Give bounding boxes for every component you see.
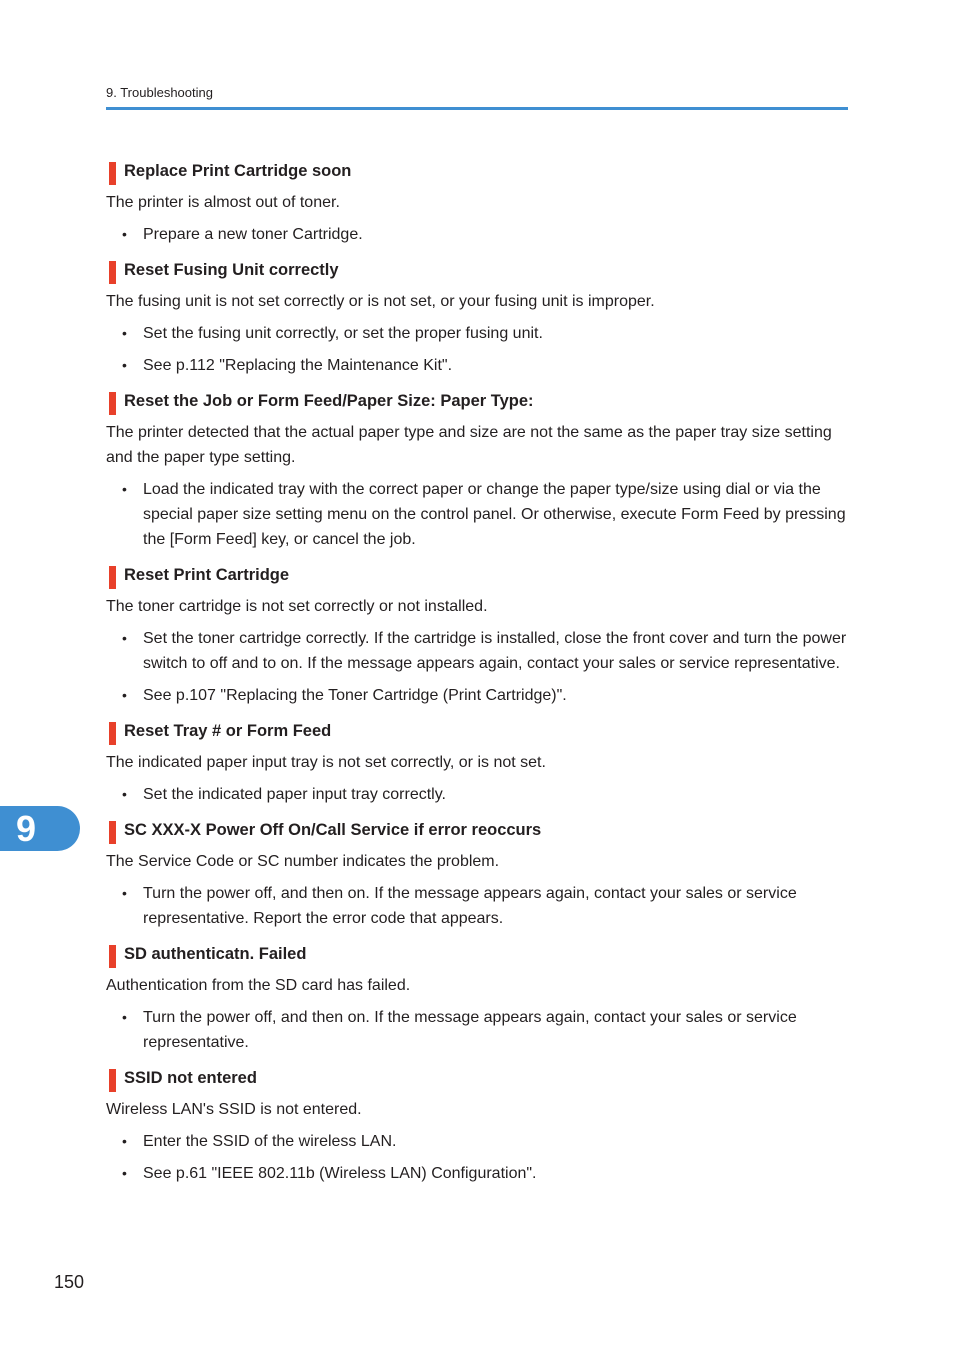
header-rule — [106, 107, 848, 110]
heading-marker — [109, 566, 116, 589]
section-heading-text: SD authenticatn. Failed — [124, 945, 307, 963]
heading-marker — [109, 1069, 116, 1092]
list-item: • Set the toner cartridge correctly. If the cartridge is installed, close the front cover and turn the power switch to off and to on. If the message appears again, contact your sales or service representative. — [106, 626, 848, 676]
bullet-icon: • — [122, 687, 127, 703]
bullet-icon: • — [122, 226, 127, 242]
section-heading-text: Reset the Job or Form Feed/Paper Size: Paper Type: — [124, 392, 534, 410]
main-content — [106, 158, 848, 1196]
chapter-tab — [0, 806, 80, 851]
section-replace-print-cartridge-soon — [106, 158, 848, 247]
section-heading — [106, 1065, 848, 1091]
section-description: Authentication from the SD card has failed. — [106, 977, 411, 994]
section-description: The Service Code or SC number indicates the problem. — [106, 853, 500, 870]
list-item: • Load the indicated tray with the correct paper or change the paper type/size using dial or via the special paper size setting menu on the control panel. Or otherwise, execute Form Feed by pressing the [Form Feed] key, or cancel the job. — [106, 477, 848, 552]
list-item: • Turn the power off, and then on. If the message appears again, contact your sales or service representative. Report the error code that appears. — [106, 881, 848, 931]
heading-marker — [109, 722, 116, 745]
list-item: • Set the fusing unit correctly, or set the proper fusing unit. — [106, 321, 848, 346]
cross-reference-link[interactable]: See p.112 "Replacing the Maintenance Kit". — [143, 357, 453, 374]
section-heading — [106, 941, 848, 967]
bullet-list — [106, 222, 848, 247]
heading-marker — [109, 261, 116, 284]
section-heading — [106, 388, 848, 414]
bullet-list — [106, 881, 848, 931]
list-item: • Set the indicated paper input tray correctly. — [106, 782, 848, 807]
bullet-icon: • — [122, 481, 127, 497]
cross-reference-link[interactable]: See p.107 "Replacing the Toner Cartridge (Print Cartridge)". — [143, 687, 567, 704]
bullet-list — [106, 1005, 848, 1055]
heading-marker — [109, 162, 116, 185]
list-item[interactable] — [106, 353, 848, 378]
bullet-icon: • — [122, 786, 127, 802]
bullet-icon: • — [122, 630, 127, 646]
bullet-icon: • — [122, 885, 127, 901]
section-reset-job-or-form-feed — [106, 388, 848, 552]
bullet-list — [106, 782, 848, 807]
bullet-icon: • — [122, 1009, 127, 1025]
section-description: The indicated paper input tray is not set correctly, or is not set. — [106, 754, 546, 771]
section-reset-print-cartridge — [106, 562, 848, 708]
section-heading — [106, 718, 848, 744]
section-sd-authentication-failed — [106, 941, 848, 1055]
list-item: • Turn the power off, and then on. If the message appears again, contact your sales or service representative. — [106, 1005, 848, 1055]
section-description: Wireless LAN's SSID is not entered. — [106, 1101, 362, 1118]
list-item: • Prepare a new toner Cartridge. — [106, 222, 848, 247]
bullet-list — [106, 626, 848, 708]
bullet-icon: • — [122, 325, 127, 341]
bullet-list — [106, 321, 848, 378]
list-item: • Enter the SSID of the wireless LAN. — [106, 1129, 848, 1154]
bullet-list — [106, 477, 848, 552]
bullet-icon: • — [122, 1165, 127, 1181]
section-reset-tray-or-form-feed — [106, 718, 848, 807]
heading-marker — [109, 821, 116, 844]
section-heading-text: Reset Print Cartridge — [124, 566, 290, 584]
section-heading-text: Reset Fusing Unit correctly — [124, 261, 339, 279]
section-heading — [106, 257, 848, 283]
section-sc-power-off-on — [106, 817, 848, 931]
section-description: The fusing unit is not set correctly or is not set, or your fusing unit is improper. — [106, 293, 655, 310]
bullet-icon: • — [122, 357, 127, 373]
section-heading-text: Replace Print Cartridge soon — [124, 162, 352, 180]
page-number: 150 — [54, 1272, 85, 1292]
section-heading — [106, 158, 848, 184]
bullet-list — [106, 1129, 848, 1186]
heading-marker — [109, 392, 116, 415]
list-item[interactable] — [106, 683, 848, 708]
section-heading-text: SSID not entered — [124, 1069, 257, 1087]
bullet-icon: • — [122, 1133, 127, 1149]
section-heading-text: SC XXX-X Power Off On/Call Service if error reoccurs — [124, 821, 542, 839]
running-head: 9. Troubleshooting — [106, 85, 213, 100]
heading-marker — [109, 945, 116, 968]
section-heading — [106, 817, 848, 843]
section-description: The printer is almost out of toner. — [106, 194, 340, 211]
section-ssid-not-entered — [106, 1065, 848, 1186]
section-reset-fusing-unit — [106, 257, 848, 378]
list-item[interactable] — [106, 1161, 848, 1186]
section-heading-text: Reset Tray # or Form Feed — [124, 722, 332, 740]
section-description: The printer detected that the actual paper type and size are not the same as the paper tray size setting and the paper type setting. — [106, 424, 832, 466]
chapter-number: 9 — [15, 808, 37, 849]
section-description: The toner cartridge is not set correctly or not installed. — [106, 598, 488, 615]
section-heading — [106, 562, 848, 588]
cross-reference-link[interactable]: See p.61 "IEEE 802.11b (Wireless LAN) Configuration". — [143, 1165, 537, 1182]
